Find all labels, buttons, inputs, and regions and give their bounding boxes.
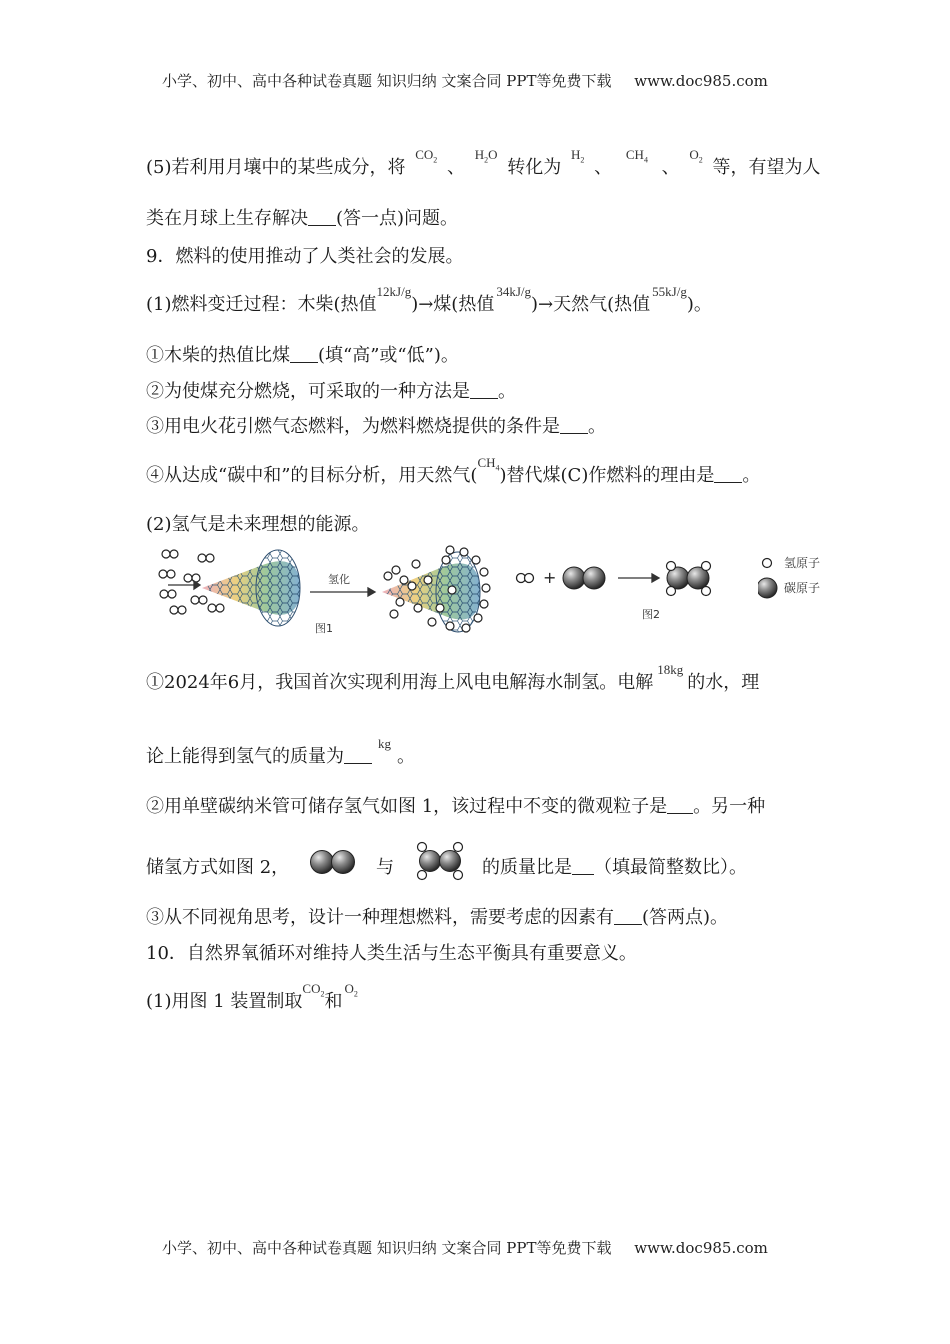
answer-blank[interactable]: [290, 346, 318, 363]
q9-s2: ②为使煤充分燃烧，可采取的一种方法是 。: [146, 381, 516, 402]
c2-molecule-inline: [305, 845, 361, 879]
q9-t2-line2b: 的质量比是 （填最简整数比）。: [482, 857, 747, 878]
product-arrow: [618, 574, 659, 582]
formula-co2: CO2: [302, 981, 325, 999]
q9-t1-line1: ①2024年6月，我国首次实现利用海上风电电解海水制氢。电解$^{18kg}$的水，理: [146, 662, 760, 693]
q10-title: 10．自然界氧循环对维持人类生活与生态平衡具有重要意义。: [146, 943, 637, 964]
q9-t2-with: 与: [376, 857, 394, 878]
fig1-arrow-label: 氢化: [328, 573, 350, 586]
answer-blank[interactable]: [560, 417, 588, 434]
answer-blank[interactable]: [614, 908, 642, 925]
formula-h2: H2: [571, 147, 585, 165]
c2h4-molecule-inline: [410, 838, 472, 884]
footer-text: 小学、初中、高中各种试卷真题 知识归纳 文案合同 PPT等免费下载: [162, 1239, 612, 1257]
q10-p1: (1)用图 1 装置制取$^{CO_2}$和$^{O_2}$: [146, 981, 358, 1012]
formula-co2: CO2: [415, 147, 438, 165]
q8-5-line1: (5)若利用月壤中的某些成分，将 $^{CO_2}$ 、 $^{H_2O}$ 转化为 $^{H_2}$ 、 $^{CH_4}$ 、 $^{O_2}$ 等，有望为人: [146, 147, 821, 178]
answer-blank[interactable]: [572, 858, 594, 875]
c2-molecule: [563, 567, 605, 589]
answer-blank[interactable]: [667, 797, 693, 814]
legend-h-label: 氢原子: [784, 556, 821, 570]
q8-5-line2: 类在月球上生存解决 (答一点)问题。: [146, 208, 459, 229]
h2-molecules-left: [159, 550, 224, 614]
header-text: 小学、初中、高中各种试卷真题 知识归纳 文案合同 PPT等免费下载: [162, 72, 612, 90]
h2-molecule: [517, 574, 534, 583]
footer-url[interactable]: www.doc985.com: [634, 1239, 768, 1257]
q9-s3: ③用电火花引燃气态燃料，为燃料燃烧提供的条件是 。: [146, 416, 606, 437]
q9-t3: ③从不同视角思考，设计一种理想燃料，需要考虑的因素有 (答两点)。: [146, 907, 729, 928]
nanotube-1: [202, 550, 300, 626]
hydrogen-atom-icon: [763, 559, 772, 568]
formula-o2: O2: [344, 981, 358, 999]
fig1-caption: 图1: [315, 622, 333, 635]
q9-t1-line2: 论上能得到氢气的质量为$^{kg}$。: [146, 736, 415, 767]
q9-p1: (1)燃料变迁过程：木柴(热值$^{12kJ/g}$)→煤(热值$^{34kJ/g}$)→天然气(热值$^{55kJ/g}$)。: [146, 284, 712, 315]
q9-t2-line1: ②用单壁碳纳米管可储存氢气如图 1，该过程中不变的微观粒子是 。另一种: [146, 796, 766, 817]
q9-s1: ①木柴的热值比煤 (填“高”或“低”)。: [146, 345, 459, 366]
formula-ch4: CH4: [477, 455, 500, 473]
inlet-arrow: [168, 581, 200, 589]
formula-h2o: H2O: [474, 147, 498, 165]
c2h4-molecule: [667, 562, 711, 596]
answer-blank[interactable]: [714, 466, 742, 483]
answer-blank[interactable]: [344, 747, 372, 764]
formula-ch4: CH4: [625, 147, 648, 165]
q9-title: 9．燃料的使用推动了人类社会的发展。: [146, 246, 464, 267]
carbon-atom-icon: [758, 578, 777, 598]
plus-sign: +: [543, 568, 557, 587]
q9-p2: (2)氢气是未来理想的能源。: [146, 514, 370, 535]
formula-o2: O2: [689, 147, 703, 165]
q9-s4: ④从达成“碳中和”的目标分析，用天然气($^{CH_4}$)替代煤(C)作燃料的理由是 。: [146, 455, 761, 486]
answer-blank[interactable]: [470, 382, 498, 399]
page-footer: [162, 1237, 768, 1258]
figure-1-nanotube: [150, 540, 500, 640]
fig2-caption: 图2: [642, 608, 660, 621]
reaction-arrow: [310, 588, 375, 596]
figure-2-reaction: [512, 548, 757, 628]
header-url[interactable]: www.doc985.com: [634, 72, 768, 90]
q9-t2-line2: 储氢方式如图 2，: [146, 857, 290, 878]
page-header: [162, 70, 768, 91]
legend: [758, 552, 848, 602]
answer-blank[interactable]: [308, 209, 336, 226]
legend-c-label: 碳原子: [784, 581, 821, 595]
